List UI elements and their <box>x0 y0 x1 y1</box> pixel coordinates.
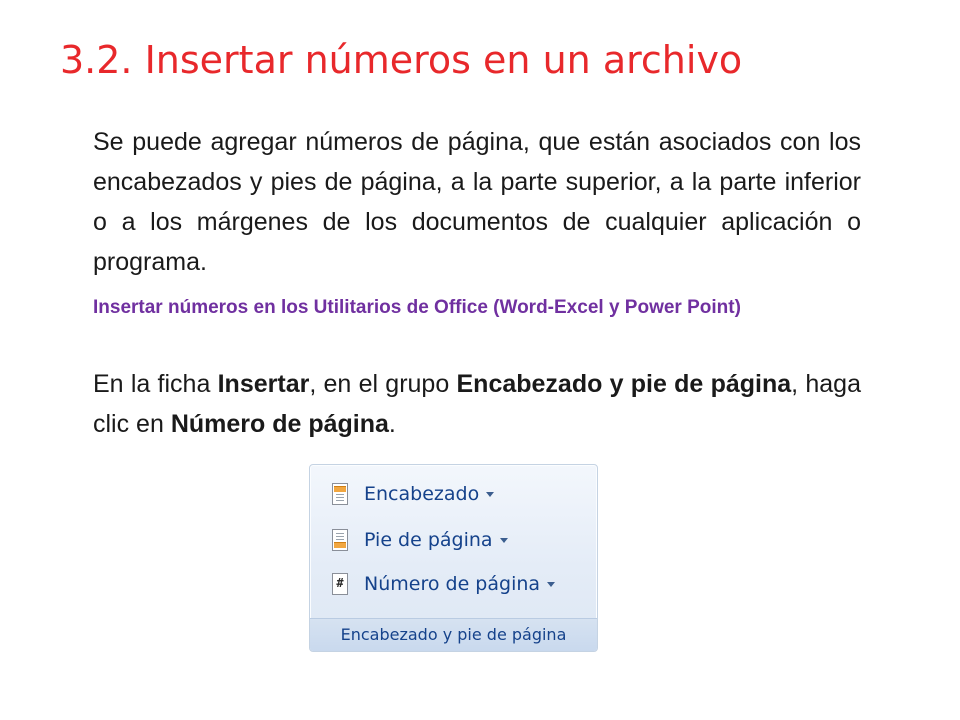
chevron-down-icon <box>547 582 555 587</box>
page-number-button[interactable] <box>332 567 555 601</box>
instruction-text-2: , en el grupo <box>309 370 457 398</box>
footer-button-label: Pie de página <box>364 529 493 551</box>
instruction-group-name: Encabezado y pie de página <box>456 370 792 398</box>
ribbon-group-header-footer <box>309 464 598 652</box>
chevron-down-icon <box>500 538 508 543</box>
chevron-down-icon <box>486 492 494 497</box>
slide-title: 3.2. Insertar números en un archivo <box>60 38 743 82</box>
instruction-command-name: Número de página <box>170 410 389 438</box>
page-number-icon: # <box>332 573 348 595</box>
header-page-icon <box>332 483 348 505</box>
subheading: Insertar números en los Utilitarios de Office (Word-Excel y Power Point) <box>93 297 741 318</box>
instruction-text-4: . <box>388 410 396 438</box>
instruction-text-1: En la ficha <box>93 370 218 398</box>
instruction-paragraph <box>93 364 861 444</box>
footer-button[interactable] <box>332 523 508 557</box>
page-number-button-label: Número de página <box>364 573 541 595</box>
instruction-tab-name: Insertar <box>217 370 310 398</box>
intro-paragraph: Se puede agregar números de página, que están asociados con los encabezados y pies de página, a la parte superior, a la parte inferior o a los márgenes de los documentos de cualquier aplicación o programa. <box>93 128 861 276</box>
header-button-label: Encabezado <box>364 483 480 505</box>
footer-page-icon <box>332 529 348 551</box>
instruction-text-3: , haga clic en <box>93 370 861 438</box>
ribbon-group-label: Encabezado y pie de página <box>310 618 597 651</box>
header-button[interactable] <box>332 477 494 511</box>
